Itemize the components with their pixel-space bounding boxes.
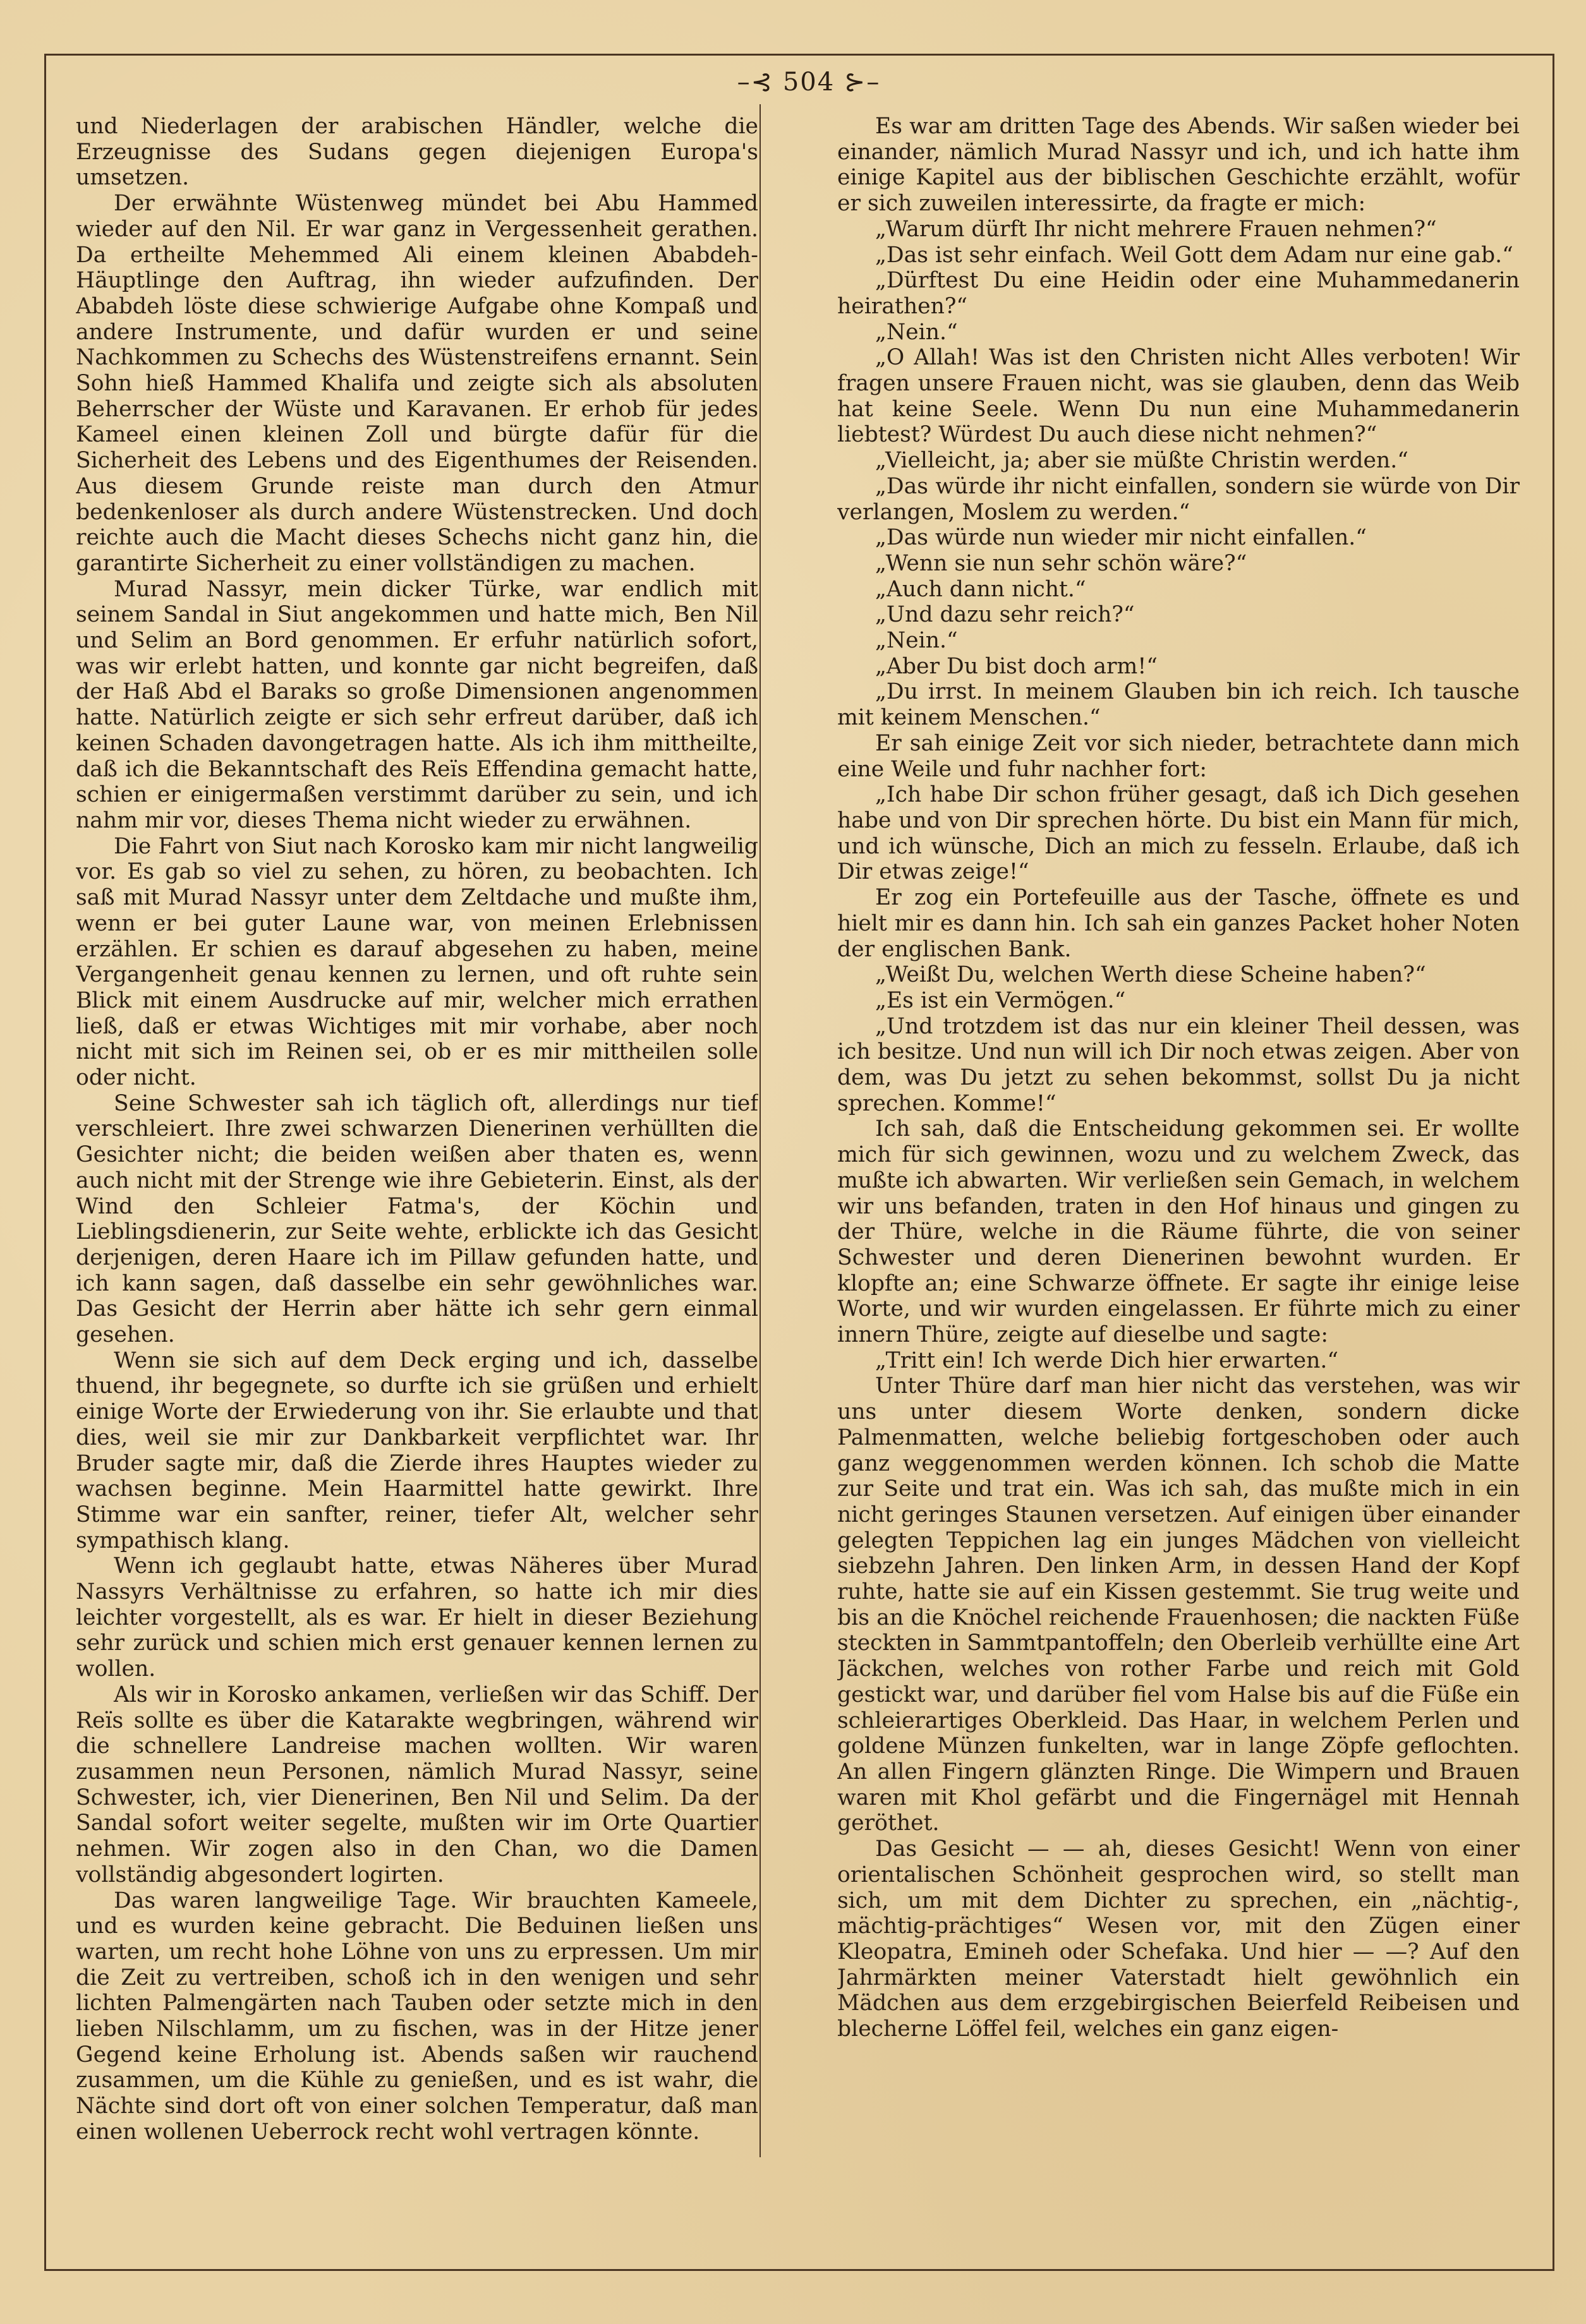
dialogue-line: „O Allah! Was ist den Christen nicht Alles verboten! Wir fragen unsere Frauen nicht, was sie glauben, denn das Weib hat keine Seele. Wenn Du nun eine Muhammedanerin liebtest? Würdest Du auch diese nicht nehmen?“ <box>837 345 1520 448</box>
paragraph: Als wir in Korosko ankamen, verließen wir das Schiff. Der Reïs sollte es über die Katarakte wegbringen, während wir die schnellere Landreise machen wollten. Wir waren zusammen neun Personen, nämlich Murad Nassyr, seine Schwester, ich, vier Dienerinen, Ben Nil und Selim. Da der Sandal sofort weiter segelte, mußten wir im Orte Quartier nehmen. Wir zogen also in den Chan, wo die Damen vollständig abgesondert logirten. <box>76 1682 758 1887</box>
dialogue-line: „Ich habe Dir schon früher gesagt, daß ich Dich gesehen habe und von Dir sprechen hörte. Du bist ein Mann für mich, und ich wünsche, Dich an mich zu fesseln. Erlaube, daß ich Dir etwas zeige!“ <box>837 782 1520 885</box>
paragraph: Die Fahrt von Siut nach Korosko kam mir nicht langweilig vor. Es gab so viel zu sehen, zu hören, zu beobachten. Ich saß mit Murad Nassyr unter dem Zeltdache und mußte ihm, wenn er bei guter Laune war, von meinen Erlebnissen erzählen. Er schien es darauf abgesehen zu haben, meine Vergangenheit genau kennen zu lernen, und oft ruhte sein Blick mit einem Ausdrucke auf mir, welcher mich errathen ließ, daß er etwas Wichtiges mit mir vorhabe, aber noch nicht mit sich im Reinen sei, ob er es mir mittheilen solle oder nicht. <box>76 833 758 1091</box>
paragraph: Wenn sie sich auf dem Deck erging und ich, dasselbe thuend, ihr begegnete, so durfte ich sie grüßen und erhielt einige Worte der Erwiederung von ihr. Sie erlaubte und that dies, weil sie mir zur Dankbarkeit verpflichtet war. Ihr Bruder sagte mir, daß die Zierde ihres Hauptes wieder zu wachsen beginne. Mein Haarmittel hatte gewirkt. Ihre Stimme war ein sanfter, reiner, tiefer Alt, welcher sehr sympathisch klang. <box>76 1347 758 1553</box>
paragraph: Das Gesicht — — ah, dieses Gesicht! Wenn von einer orientalischen Schönheit gesprochen wird, so stellt man sich, um mit dem Dichter zu sprechen, ein „nächtig-, mächtig-prächtiges“ Wesen vor, mit den Zügen einer Kleopatra, Emineh oder Schefaka. Und hier — —? Auf den Jahrmärkten meiner Vaterstadt hielt gewöhnlich ein Mädchen aus dem erzgebirgischen Beierfeld Reibeisen und blecherne Löffel feil, welches ein ganz eigen- <box>837 1836 1520 2042</box>
paragraph: Murad Nassyr, mein dicker Türke, war endlich mit seinem Sandal in Siut angekommen und hatte mich, Ben Nil und Selim an Bord genommen. Er erfuhr natürlich sofort, was wir erlebt hatten, und konnte gar nicht begreifen, daß der Haß Abd el Baraks so große Dimensionen angenommen hatte. Natürlich zeigte er sich sehr erfreut darüber, daß ich keinen Schaden davongetragen hatte. Als ich ihm mittheilte, daß ich die Bekanntschaft des Reïs Effendina gemacht hatte, schien er einigermaßen verstimmt darüber zu sein, und ich nahm mir vor, dieses Thema nicht wieder zu erwähnen. <box>76 576 758 833</box>
dialogue-line: „Auch dann nicht.“ <box>875 576 1086 602</box>
dialogue-line: „Wenn sie nun sehr schön wäre?“ <box>875 550 1247 576</box>
paragraph: Wenn ich geglaubt hatte, etwas Näheres über Murad Nassyrs Verhältnisse zu erfahren, so hatte ich mir dies leichter vorgestellt, als es war. Er hielt in dieser Beziehung sehr zurück und schien mich erst genauer kennen lernen zu wollen. <box>76 1553 758 1682</box>
dialogue-line: „Aber Du bist doch arm!“ <box>875 653 1158 679</box>
dialogue-line: „Nein.“ <box>875 319 958 345</box>
dialogue-line: „Das würde ihr nicht einfallen, sondern sie würde von Dir verlangen, Moslem zu werden.“ <box>837 473 1520 525</box>
dialogue-line: „Dürftest Du eine Heidin oder eine Muhammedanerin heirathen?“ <box>837 268 1520 319</box>
paragraph: Unter Thüre darf man hier nicht das verstehen, was wir uns unter diesem Worte denken, sondern dicke Palmenmatten, welche beliebig fortgeschoben oder auch ganz weggenommen werden können. Ich schob die Matte zur Seite und trat ein. Was ich sah, das mußte mich in ein nicht geringes Staunen versetzen. Auf einigen über einander gelegten Teppichen lag ein junges Mädchen von vielleicht siebzehn Jahren. Den linken Arm, in dessen Hand der Kopf ruhte, hatte sie auf ein Kissen gestemmt. Sie trug weite und bis an die Knöchel reichende Frauenhosen; die nackten Füße steckten in Sammtpantoffeln; den Oberleib verhüllte eine Art Jäckchen, welches von rother Farbe und reich mit Gold gestickt war, und darüber fiel vom Halse bis auf die Füße ein schleierartiges Oberkleid. Das Haar, in welchem Perlen und goldene Münzen funkelten, war in lange Zöpfe geflochten. An allen Fingern glänzten Ringe. Die Wimpern und Brauen waren mit Khol gefärbt und die Fingernägel mit Hennah geröthet. <box>837 1373 1520 1836</box>
paragraph: Seine Schwester sah ich täglich oft, allerdings nur tief verschleiert. Ihre zwei schwarzen Dienerinen verhüllten die Gesichter nicht; die beiden weißen aber thaten es, wenn auch nicht mit der Strenge wie ihre Gebieterin. Einst, als der Wind den Schleier Fatma's, der Köchin und Lieblingsdienerin, zur Seite wehte, erblickte ich das Gesicht derjenigen, deren Haare ich im Pillaw gefunden hatte, und ich kann sagen, daß dasselbe ein sehr gewöhnliches war. Das Gesicht der Herrin aber hätte ich sehr gern einmal gesehen. <box>76 1090 758 1348</box>
paragraph: und Niederlagen der arabischen Händler, welche die Erzeugnisse des Sudans gegen diejenigen Europa's umsetzen. <box>76 114 758 191</box>
paragraph: Ich sah, daß die Entscheidung gekommen sei. Er wollte mich für sich gewinnen, wozu und zu welchem Zweck, das mußte ich abwarten. Wir verließen sein Gemach, in welchem wir uns befanden, traten in den Hof hinaus und gingen zu der Thüre, welche in die Räume führte, die von seiner Schwester und deren Dienerinen bewohnt wurden. Er klopfte an; eine Schwarze öffnete. Er sagte ihr einige leise Worte, und wir wurden eingelassen. Er führte mich zu einer innern Thüre, zeigte auf dieselbe und sagte: <box>837 1116 1520 1348</box>
dialogue-line: „Nein.“ <box>875 628 958 654</box>
paragraph: Der erwähnte Wüstenweg mündet bei Abu Hammed wieder auf den Nil. Er war ganz in Vergessenheit gerathen. Da ertheilte Mehemmed Ali einem kleinen Ababdeh-Häuptlinge den Auftrag, ihn wieder aufzufinden. Der Ababdeh löste diese schwierige Aufgabe ohne Kompaß und andere Instrumente, und dafür wurden er und seine Nachkommen zu Schechs des Wüstenstreifens ernannt. Sein Sohn hieß Hammed Khalifa und zeigte sich als absoluten Beherrscher der Wüste und Karavanen. Er erhob für jedes Kameel einen kleinen Zoll und bürgte dafür für die Sicherheit des Lebens und des Eigenthumes der Reisenden. Aus diesem Grunde reiste man durch den Atmur bedenkenloser als durch andere Wüstenstrecken. Und doch reichte auch die Macht dieses Schechs nicht ganz hin, die garantirte Sicherheit zu einer vollständigen zu machen. <box>76 191 758 576</box>
paragraph: Er zog ein Portefeuille aus der Tasche, öffnete es und hielt mir es dann hin. Ich sah ein ganzes Packet hoher Noten der englischen Bank. <box>837 885 1520 962</box>
dialogue-line: „Weißt Du, welchen Werth diese Scheine haben?“ <box>875 962 1426 988</box>
page-number: –⊰ 504 ⊱– <box>737 68 881 97</box>
dialogue-line: „Es ist ein Vermögen.“ <box>875 987 1126 1013</box>
dialogue-line: „Das ist sehr einfach. Weil Gott dem Adam nur eine gab.“ <box>875 242 1513 268</box>
dialogue-line: „Vielleicht, ja; aber sie müßte Christin werden.“ <box>875 448 1408 474</box>
paragraph: Es war am dritten Tage des Abends. Wir saßen wieder bei einander, nämlich Murad Nassyr und ich, und ich hatte ihm einige Kapitel aus der biblischen Geschichte erzählt, wofür er sich zuweilen interessirte, da fragte er mich: <box>837 114 1520 217</box>
dialogue-line: „Und dazu sehr reich?“ <box>875 602 1135 628</box>
dialogue-line: „Tritt ein! Ich werde Dich hier erwarten.“ <box>875 1347 1339 1373</box>
dialogue-line: „Du irrst. In meinem Glauben bin ich reich. Ich tausche mit keinem Menschen.“ <box>837 679 1520 731</box>
dialogue-line: „Das würde nun wieder mir nicht einfallen.“ <box>875 525 1367 551</box>
column-divider <box>760 104 761 2157</box>
paragraph: Er sah einige Zeit vor sich nieder, betrachtete dann mich eine Weile und fuhr nachher fort: <box>837 730 1520 782</box>
paragraph: Das waren langweilige Tage. Wir brauchten Kameele, und es wurden keine gebracht. Die Beduinen ließen uns warten, um recht hohe Löhne von uns zu erpressen. Um mir die Zeit zu vertreiben, schoß ich in den wenigen und sehr lichten Palmengärten nach Tauben oder setzte mich in den lieben Nilschlamm, um zu fischen, was in der Hitze jener Gegend keine Erholung ist. Abends saßen wir rauchend zusammen, um die Kühle zu genießen, und es ist wahr, die Nächte sind dort oft von einer solchen Temperatur, daß man einen wollenen Ueberrock recht wohl vertragen könnte. <box>76 1887 758 2145</box>
right-column <box>837 114 1520 2154</box>
left-column <box>76 114 758 2154</box>
dialogue-line: „Warum dürft Ihr nicht mehrere Frauen nehmen?“ <box>875 216 1437 242</box>
dialogue-line: „Und trotzdem ist das nur ein kleiner Theil dessen, was ich besitze. Und nun will ich Dir noch etwas zeigen. Aber von dem, was Du jetzt zu sehen bekommst, sollst Du ja nicht sprechen. Komme!“ <box>837 1013 1520 1116</box>
